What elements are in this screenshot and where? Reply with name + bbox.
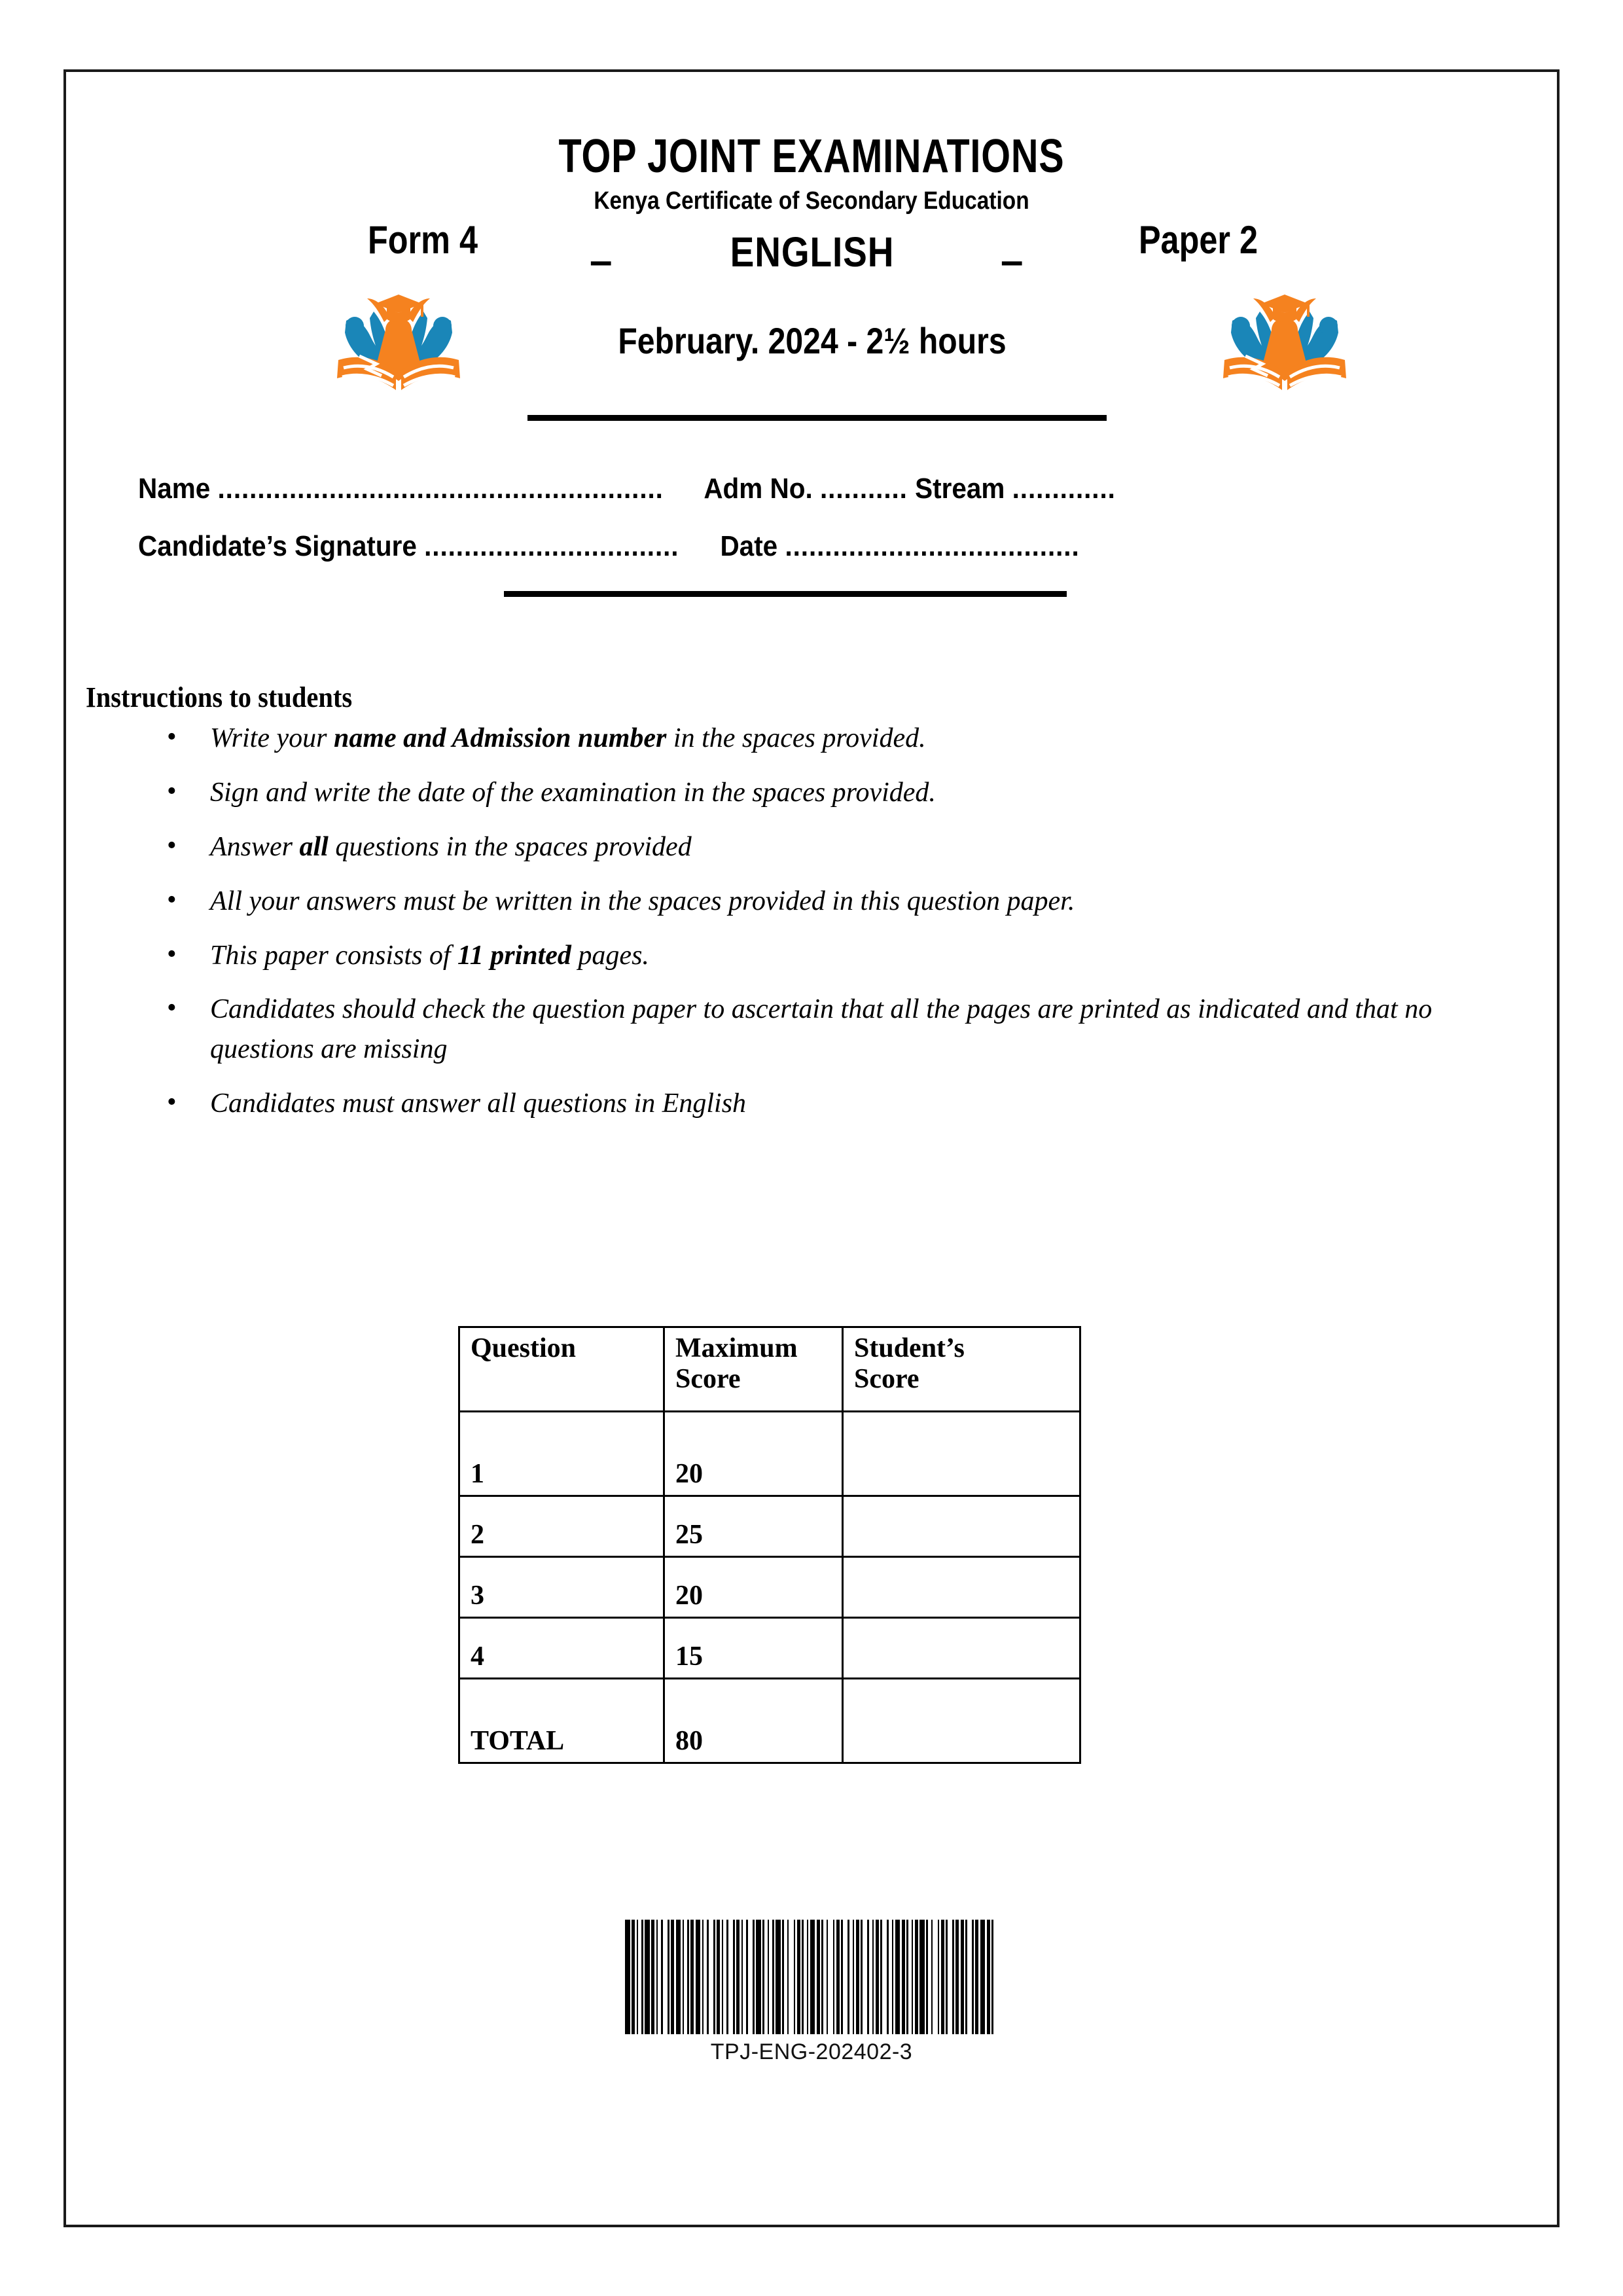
column-header-question-label: Question: [471, 1333, 577, 1363]
page-border: [63, 69, 1560, 2227]
bullet-icon: •: [167, 1087, 177, 1118]
date-input[interactable]: .....................................: [785, 530, 1080, 562]
cell-question: 2: [459, 1496, 664, 1557]
header-rule-top: [527, 415, 1107, 421]
bullet-icon: •: [167, 939, 177, 969]
cell-maximum-score: 20: [664, 1557, 843, 1618]
table-row: [459, 1618, 1080, 1679]
instruction-text: questions in the spaces provided: [328, 831, 692, 862]
table-row: [459, 1412, 1080, 1496]
cell-student-score[interactable]: [843, 1496, 1080, 1557]
subject-label: ENGLISH: [730, 228, 895, 276]
name-label: Name: [138, 473, 211, 505]
barcode-block: [66, 1911, 1557, 2065]
instruction-text: This paper consists of: [210, 940, 458, 971]
cell-student-score[interactable]: [843, 1412, 1080, 1496]
instruction-text: Answer: [210, 831, 300, 862]
bullet-icon: •: [167, 830, 177, 861]
table-row: [459, 1679, 1080, 1763]
score-table: [458, 1326, 1081, 1764]
stream-label: Stream: [915, 473, 1005, 505]
date-and-duration: February. 2024 - 2½ hours: [618, 320, 1007, 361]
dash-separator-left: –: [590, 238, 613, 283]
instruction-item: [138, 827, 1460, 867]
adm-no-input[interactable]: ...........: [820, 473, 908, 505]
bullet-icon: •: [167, 993, 177, 1024]
instruction-item: [138, 719, 1460, 759]
cell-maximum-score: 80: [664, 1679, 843, 1763]
table-row: [459, 1496, 1080, 1557]
candidate-name-row: [138, 473, 1116, 505]
form-label: Form 4: [367, 218, 478, 262]
signature-label: Candidate’s Signature: [138, 530, 417, 562]
column-header-maximum-line2: Score: [675, 1364, 741, 1395]
instruction-item: [138, 990, 1460, 1069]
cell-maximum-score: 15: [664, 1618, 843, 1679]
cell-question: 3: [459, 1557, 664, 1618]
date-label: Date: [720, 530, 778, 562]
exam-subtitle: Kenya Certificate of Secondary Education: [594, 187, 1029, 215]
instruction-item: [138, 936, 1460, 976]
column-header-student-score: [843, 1327, 1080, 1412]
cell-student-score[interactable]: [843, 1557, 1080, 1618]
cell-question: 4: [459, 1618, 664, 1679]
header-rule-bottom: [504, 591, 1067, 597]
instruction-item: [138, 773, 1460, 813]
barcode-code-text: TPJ-ENG-202402-3: [710, 2039, 913, 2064]
cell-student-score[interactable]: [843, 1618, 1080, 1679]
table-header-row: [459, 1327, 1080, 1412]
paper-label: Paper 2: [1138, 218, 1258, 262]
score-table-container: [458, 1326, 1081, 1764]
column-header-maximum-line1: Maximum: [675, 1333, 798, 1363]
barcode-image: [625, 1920, 998, 2034]
candidate-signature-row: [138, 530, 1080, 563]
instruction-item: [138, 882, 1460, 922]
column-header-student-line2: Score: [854, 1364, 919, 1395]
cell-maximum-score: 25: [664, 1496, 843, 1557]
instruction-text: Candidates should check the question paper to ascertain that all the pages are printed as indicated and that no questions are missing: [210, 994, 1433, 1065]
instruction-text: Sign and write the date of the examination in the spaces provided.: [210, 777, 936, 808]
graduate-book-logo-right: [1219, 283, 1350, 394]
adm-no-label: Adm No.: [704, 473, 813, 505]
instruction-text: pages.: [571, 940, 649, 971]
dash-separator-right: –: [1001, 238, 1024, 283]
column-header-question: [459, 1327, 664, 1412]
name-input[interactable]: ........................................................: [217, 473, 664, 505]
bullet-icon: •: [167, 884, 177, 915]
instruction-text: in the spaces provided.: [666, 723, 926, 753]
exam-header: [66, 72, 1557, 609]
cell-question: 1: [459, 1412, 664, 1496]
table-row: [459, 1557, 1080, 1618]
instruction-text: 11 printed: [457, 940, 571, 971]
instruction-text: name and Admission number: [333, 723, 667, 753]
cell-student-score[interactable]: [843, 1679, 1080, 1763]
instructions-heading: Instructions to students: [86, 681, 353, 713]
column-header-maximum-score: [664, 1327, 843, 1412]
column-header-student-line1: Student’s: [854, 1333, 965, 1363]
graduate-book-logo-left: [333, 283, 464, 394]
instruction-text: All your answers must be written in the spaces provided in this question paper.: [210, 886, 1075, 916]
cell-question: TOTAL: [459, 1679, 664, 1763]
instruction-text: Write your: [210, 723, 334, 753]
signature-input[interactable]: ................................: [424, 530, 679, 562]
bullet-icon: •: [167, 776, 177, 806]
instruction-text: Candidates must answer all questions in English: [210, 1088, 747, 1119]
instructions-list: [138, 719, 1460, 1138]
cell-maximum-score: 20: [664, 1412, 843, 1496]
bullet-icon: •: [167, 722, 177, 752]
instruction-text: all: [299, 831, 329, 862]
page-title: TOP JOINT EXAMINATIONS: [558, 130, 1065, 183]
stream-input[interactable]: .............: [1012, 473, 1116, 505]
instruction-item: [138, 1084, 1460, 1124]
